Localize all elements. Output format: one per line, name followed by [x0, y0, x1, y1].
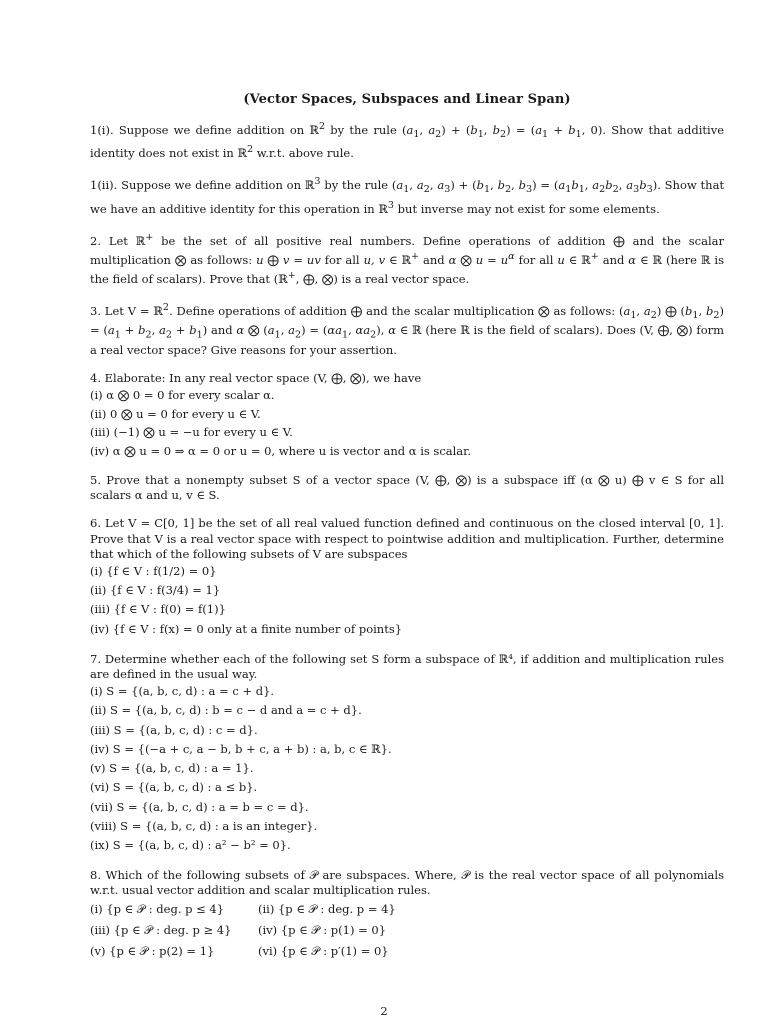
- question-5: [90, 473, 724, 503]
- question-8-item: (i) {p ∈ 𝒫 : deg. p ≤ 4}: [90, 901, 225, 916]
- question-6-item: (ii) {f ∈ V : f(3/4) = 1}: [90, 583, 221, 598]
- question-7-item: (i) S = {(a, b, c, d) : a = c + d}.: [90, 684, 275, 699]
- question-6-item: (iv) {f ∈ V : f(x) = 0 only at a finite number of points}: [90, 621, 403, 636]
- question-2: 2. Let ℝ+ be the set of all positive real numbers. Define operations of addition ⨁ and the scalar multiplication ⨂ as follows: u ⨁ v = uv for all u, v ∈ ℝ+ and α ⨂ $u = u^\alpha$ for all u ∈ ℝ+ and α ∈ ℝ (here ℝ is the field of scalars). Prove that (ℝ+, ⨁, ⨂) is a real vector space.: [90, 231, 725, 286]
- question-4-item: (i) α ⨂ 0 = 0 for every scalar α.: [90, 388, 275, 403]
- question-5-text: 5. Prove that a nonempty subset S of a vector space (V, ⨁, ⨂) is a subspace iff (α ⨂ u) ⨁ v ∈ S for all scalars α and u, v ∈ S.: [90, 473, 724, 503]
- question-8-item: (vi) {p ∈ 𝒫 : p′(1) = 0}: [258, 943, 389, 958]
- question-7-item: (ix) S = {(a, b, c, d) : a² − b² = 0}.: [90, 837, 291, 852]
- question-8-row: [90, 941, 724, 962]
- question-7-item: (viii) S = {(a, b, c, d) : a is an integer}.: [90, 818, 318, 833]
- question-7-item: (v) S = {(a, b, c, d) : a = 1}.: [90, 761, 254, 776]
- question-3: 3. Let V = ℝ$^2$. Define operations of addition ⨁ and the scalar multiplication ⨂ as follows: ($a_1$, $a_2$) ⨁ ($b_1$, $b_2) = (a_1 + b_2$, $a_2 + b_1$) and α ⨂ ($a_1$, $a_2) = (\alpha a_1$, $\alpha a_2$), α ∈ ℝ (here ℝ is the field of scalars). Does (V, ⨁, ⨂) form a real vector space? Give reasons for your assertion.: [90, 301, 725, 357]
- question-7-item: (iii) S = {(a, b, c, d) : c = d}.: [90, 722, 258, 737]
- question-8: [90, 868, 724, 961]
- question-6-item: (i) {f ∈ V : f(1/2) = 0}: [90, 564, 217, 579]
- question-4-item: (iii) (−1) ⨂ u = −u for every u ∈ V.: [90, 425, 293, 440]
- question-4-item: (iv) α ⨂ u = 0 ⇒ α = 0 or u = 0, where u is vector and α is scalar.: [90, 443, 472, 458]
- question-7-item: (vi) S = {(a, b, c, d) : a ≤ b}.: [90, 780, 258, 795]
- question-7-intro: 7. Determine whether each of the following set S form a subspace of ℝ⁴, if addition and multiplication rules are defined in the usual way.: [90, 651, 724, 682]
- question-6-intro: 6. Let V = C[0, 1] be the set of all real valued function defined and continuous on the closed interval [0, 1]. Prove that V is a real vector space with respect to pointwise addition and multiplication. Further, determine that which of the following subsets of V are subspaces: [90, 516, 724, 561]
- worksheet-title: (Vector Spaces, Subspaces and Linear Span): [243, 92, 571, 107]
- question-1ii: 1(ii). Suppose we define addition on ℝ$^3$ by the rule ($a_1$, $a_2$, $a_3) + (b_1$, $b_2$, $b_3) = (a_1b_1$, $a_2b_2$, $a_3b_3$). Show that we have an additive identity for this operation in ℝ$^3$ but inverse may not exist for some elements.: [90, 176, 725, 216]
- question-7-item: (ii) S = {(a, b, c, d) : b = c − d and a = c + d}.: [90, 703, 362, 718]
- question-4-intro: 4. Elaborate: In any real vector space (V, ⨁, ⨂), we have: [90, 370, 422, 385]
- question-8-intro: 8. Which of the following subsets of 𝒫 are subspaces. Where, 𝒫 is the real vector space of all polynomials w.r.t. usual vector addition and scalar multiplication rules.: [90, 868, 724, 898]
- question-6-item: (iii) {f ∈ V : f(0) = f(1)}: [90, 602, 226, 617]
- question-8-item: (ii) {p ∈ 𝒫 : deg. p = 4}: [258, 901, 396, 916]
- question-7-item: (iv) S = {(−a + c, a − b, b + c, a + b) : a, b, c ∈ ℝ}.: [90, 741, 392, 756]
- question-8-item: (v) {p ∈ 𝒫 : p(2) = 1}: [90, 943, 215, 958]
- question-8-row: [90, 899, 724, 920]
- question-4: [90, 371, 724, 460]
- question-1i: 1(i). Suppose we define addition on ℝ$^2$ by the rule ($a_1$, $a_2) + (b_1$, $b_2) = (a_1 + b_1$, 0). Show that additive identity does not exist in ℝ$^2$ w.r.t. above rule.: [90, 121, 725, 161]
- question-7-item: (vii) S = {(a, b, c, d) : a = b = c = d}.: [90, 799, 309, 814]
- question-8-item: (iii) {p ∈ 𝒫 : deg. p ≥ 4}: [90, 922, 232, 937]
- question-7: [90, 652, 724, 855]
- question-6: [90, 516, 724, 638]
- question-8-item: (iv) {p ∈ 𝒫 : p(1) = 0}: [258, 922, 387, 937]
- question-4-item: (ii) 0 ⨂ u = 0 for every u ∈ V.: [90, 406, 261, 421]
- question-8-row: [90, 920, 724, 941]
- worksheet-page: [90, 92, 724, 975]
- page-number: 2: [380, 1004, 388, 1018]
